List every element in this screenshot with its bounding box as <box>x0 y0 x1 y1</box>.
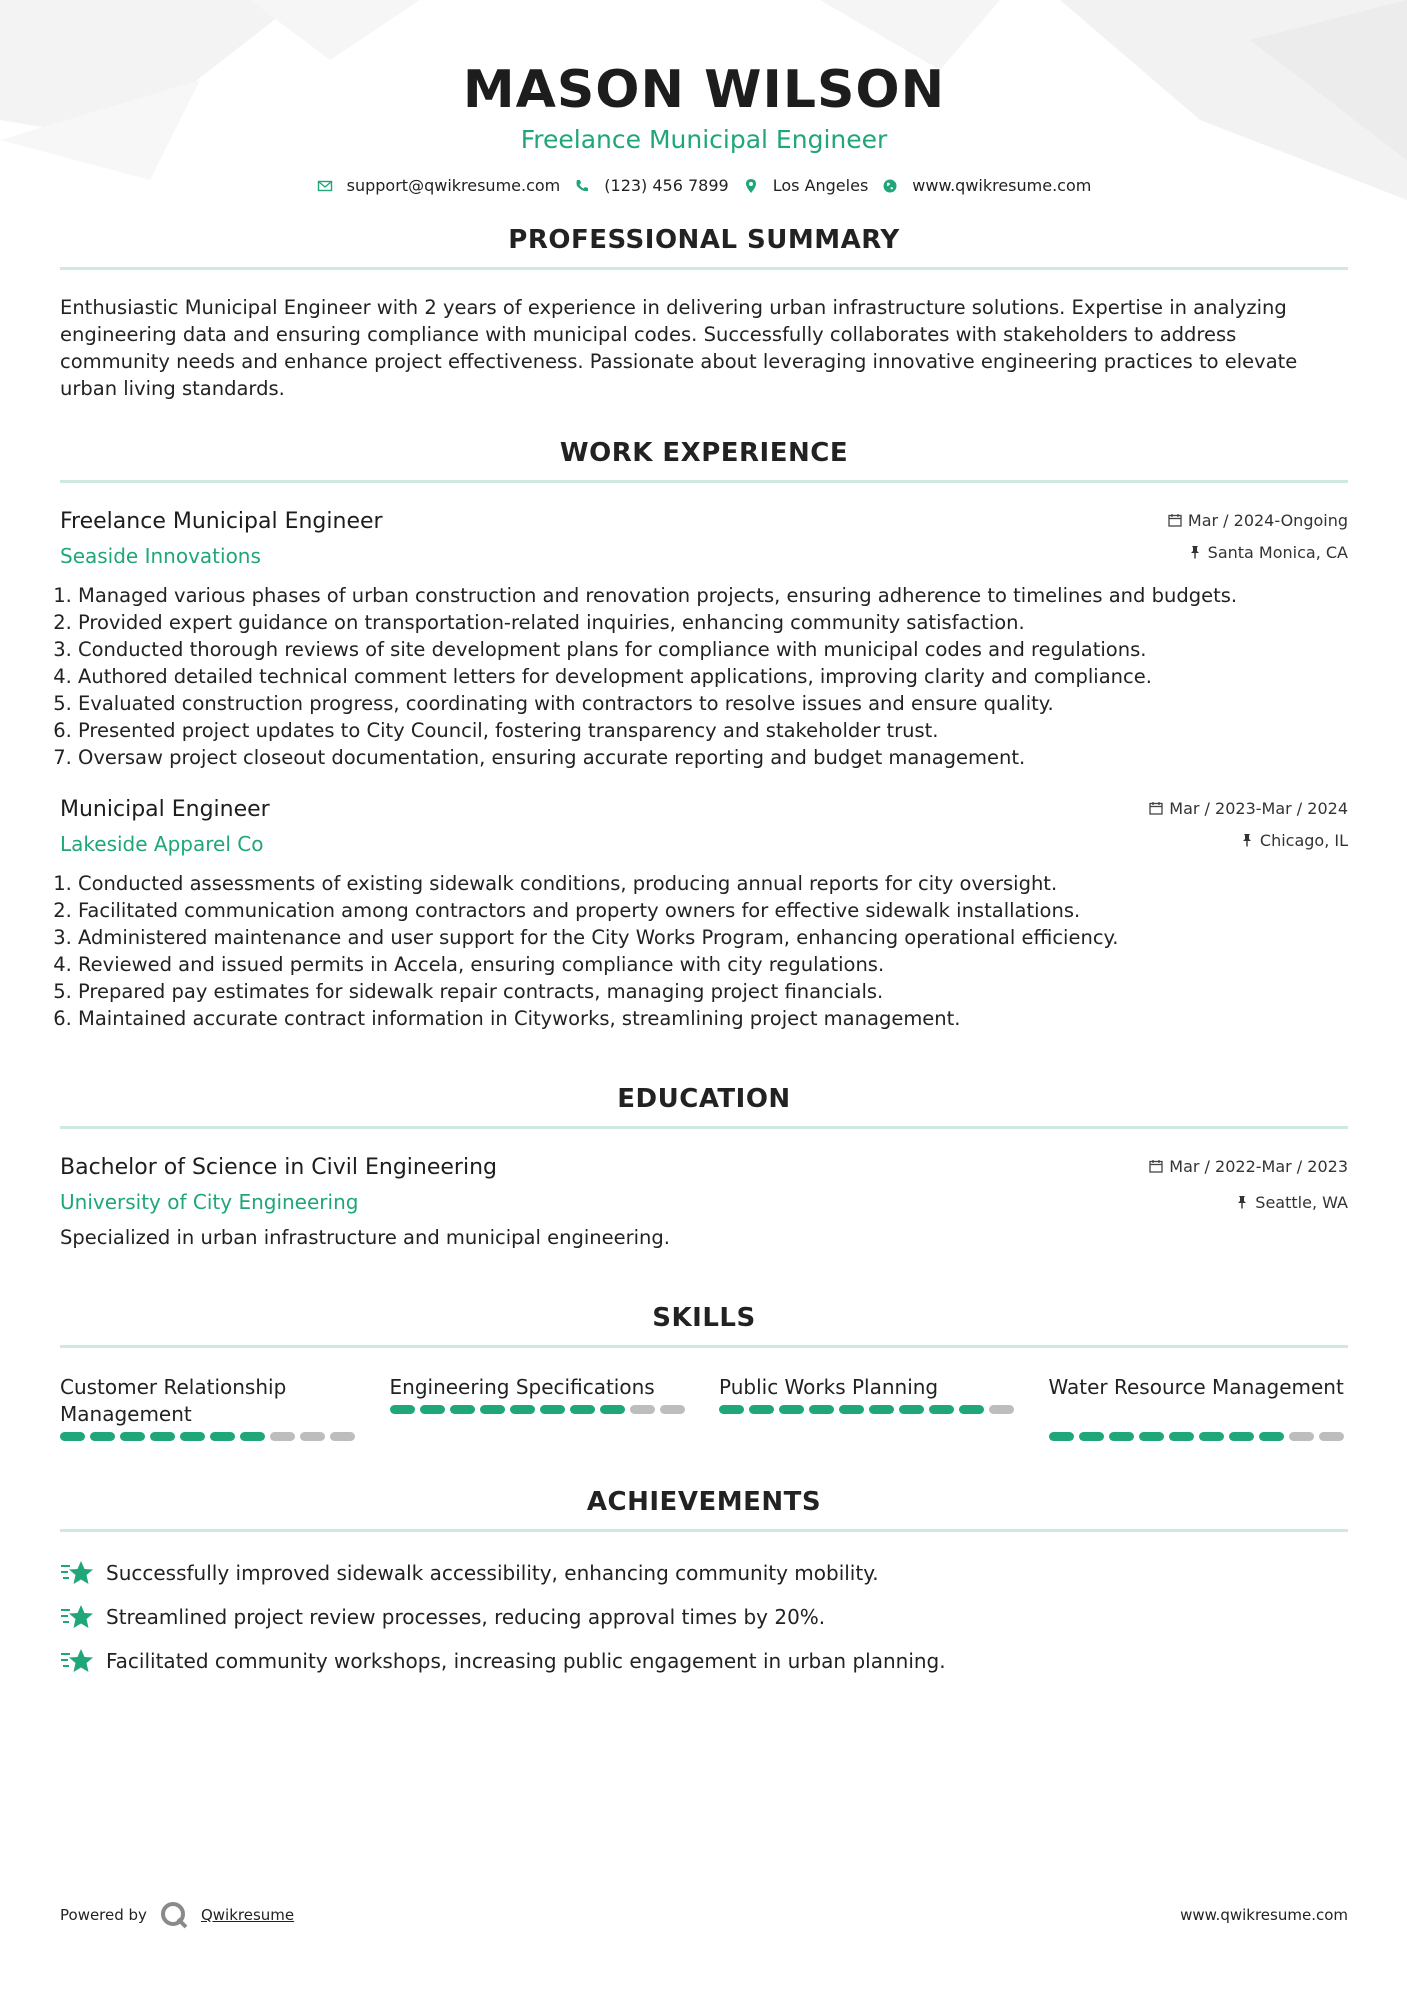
powered-by <box>60 1900 294 1930</box>
achievements-section <box>60 1487 1348 1676</box>
list-item: 5. Prepared pay estimates for sidewalk repair contracts, managing project financials. <box>78 978 1348 1005</box>
skill-level-dot <box>390 1405 415 1414</box>
skill-level-meter <box>60 1432 360 1441</box>
map-pin-icon <box>743 178 759 194</box>
list-item: 3. Administered maintenance and user support for the City Works Program, enhancing operational efficiency. <box>78 924 1348 951</box>
skill-item <box>719 1374 1019 1441</box>
list-item: 2. Provided expert guidance on transportation-related inquiries, enhancing community satisfaction. <box>78 609 1348 636</box>
summary-title: PROFESSIONAL SUMMARY <box>60 225 1348 270</box>
calendar-icon <box>1149 1159 1163 1173</box>
page-footer <box>60 1900 1348 1930</box>
qwikresume-logo-icon <box>159 1900 189 1930</box>
skill-level-dot <box>719 1405 744 1414</box>
skill-level-dot <box>450 1405 475 1414</box>
skill-item <box>390 1374 690 1441</box>
skill-level-dot <box>90 1432 115 1441</box>
skill-level-dot <box>779 1405 804 1414</box>
skill-level-dot <box>330 1432 355 1441</box>
skill-level-dot <box>1229 1432 1254 1441</box>
education-section <box>60 1084 1348 1251</box>
skill-level-dot <box>630 1405 655 1414</box>
contact-phone[interactable] <box>574 176 728 195</box>
skills-title: SKILLS <box>60 1303 1348 1348</box>
list-item: 1. Conducted assessments of existing sidewalk conditions, producing annual reports for city oversight. <box>78 870 1348 897</box>
skill-level-dot <box>570 1405 595 1414</box>
summary-section <box>60 225 1348 402</box>
list-item: 5. Evaluated construction progress, coordinating with contractors to resolve issues and ensure quality. <box>78 690 1348 717</box>
contact-website[interactable] <box>882 176 1091 195</box>
skill-level-dot <box>150 1432 175 1441</box>
resume-header <box>60 0 1348 195</box>
skill-level-dot <box>989 1405 1014 1414</box>
education-date: Mar / 2022-Mar / 2023 <box>1169 1156 1348 1176</box>
powered-by-label: Powered by <box>60 1906 147 1924</box>
skill-item <box>60 1374 360 1441</box>
skill-level-dot <box>600 1405 625 1414</box>
skill-level-dot <box>480 1405 505 1414</box>
skill-level-dot <box>869 1405 894 1414</box>
contact-phone-text: (123) 456 7899 <box>604 176 729 195</box>
candidate-name: MASON WILSON <box>462 60 946 120</box>
contact-location <box>743 176 869 195</box>
skill-level-dot <box>540 1405 565 1414</box>
list-item: 4. Authored detailed technical comment letters for development applications, improving clarity and compliance. <box>78 663 1348 690</box>
skill-level-dot <box>270 1432 295 1441</box>
candidate-role: Freelance Municipal Engineer <box>520 125 888 154</box>
skill-level-dot <box>1079 1432 1104 1441</box>
achievement-text: Successfully improved sidewalk accessibility, enhancing community mobility. <box>106 1561 879 1585</box>
skill-level-dot <box>240 1432 265 1441</box>
skill-level-dot <box>839 1405 864 1414</box>
skill-level-dot <box>660 1405 685 1414</box>
achievement-text: Streamlined project review processes, reducing approval times by 20%. <box>106 1605 826 1629</box>
skill-level-dot <box>180 1432 205 1441</box>
skill-level-dot <box>60 1432 85 1441</box>
achievement-text: Facilitated community workshops, increasing public engagement in urban planning. <box>106 1649 946 1673</box>
experience-section <box>60 438 1348 1032</box>
pushpin-icon <box>1240 833 1254 847</box>
calendar-icon <box>1149 801 1163 815</box>
job-entry <box>60 797 1348 1032</box>
job-entry <box>60 509 1348 771</box>
star-icon <box>60 1603 94 1631</box>
experience-title: WORK EXPERIENCE <box>60 438 1348 483</box>
list-item: 3. Conducted thorough reviews of site development plans for compliance with municipal codes and regulations. <box>78 636 1348 663</box>
job-bullets <box>60 870 1348 1032</box>
phone-icon <box>574 178 590 194</box>
star-icon <box>60 1559 94 1587</box>
degree-title: Bachelor of Science in Civil Engineering <box>60 1155 497 1180</box>
qwikresume-link[interactable]: Qwikresume <box>200 1906 295 1924</box>
achievement-item <box>60 1602 1348 1632</box>
skill-level-dot <box>929 1405 954 1414</box>
skill-level-dot <box>899 1405 924 1414</box>
skill-name: Public Works Planning <box>719 1375 939 1399</box>
skill-level-dot <box>1259 1432 1284 1441</box>
skills-list <box>60 1374 1348 1441</box>
list-item: 1. Managed various phases of urban construction and renovation projects, ensuring adherence to timelines and budgets. <box>78 582 1348 609</box>
skill-level-dot <box>1139 1432 1164 1441</box>
skill-level-dot <box>959 1405 984 1414</box>
envelope-icon <box>317 178 333 194</box>
skill-name: Engineering Specifications <box>389 1375 655 1399</box>
education-title: EDUCATION <box>60 1084 1348 1129</box>
skill-level-meter <box>390 1405 690 1414</box>
skill-level-dot <box>120 1432 145 1441</box>
skill-level-dot <box>809 1405 834 1414</box>
list-item: 4. Reviewed and issued permits in Accela, ensuring compliance with city regulations. <box>78 951 1348 978</box>
skills-section <box>60 1303 1348 1441</box>
summary-text: Enthusiastic Municipal Engineer with 2 years of experience in delivering urban infrastructure solutions. Expertise in analyzing engineering data and ensuring compliance with municipal codes. Successfully collaborates with stakeholders to address community needs and enhance project effectiveness. Passionate about leveraging innovative engineering practices to elevate urban living standards. <box>60 296 1298 400</box>
footer-website-link[interactable]: www.qwikresume.com <box>1180 1906 1348 1924</box>
achievements-list <box>60 1558 1348 1676</box>
skill-level-dot <box>300 1432 325 1441</box>
skill-level-dot <box>1049 1432 1074 1441</box>
job-company: Seaside Innovations <box>60 544 261 568</box>
achievements-title: ACHIEVEMENTS <box>60 1487 1348 1532</box>
contact-email-text: support@qwikresume.com <box>346 176 561 195</box>
skill-level-dot <box>420 1405 445 1414</box>
skill-level-dot <box>1289 1432 1314 1441</box>
list-item: 7. Oversaw project closeout documentation, ensuring accurate reporting and budget management. <box>78 744 1348 771</box>
skill-level-meter <box>1049 1432 1349 1441</box>
contact-email[interactable] <box>317 176 561 195</box>
skill-level-dot <box>1109 1432 1134 1441</box>
job-date: Mar / 2024-Ongoing <box>1187 510 1348 530</box>
job-company: Lakeside Apparel Co <box>60 832 264 856</box>
calendar-icon <box>1168 513 1182 527</box>
education-location: Seattle, WA <box>1255 1192 1348 1212</box>
contact-bar <box>60 176 1348 195</box>
skill-level-dot <box>749 1405 774 1414</box>
list-item: 2. Facilitated communication among contractors and property owners for effective sidewalk installations. <box>78 897 1348 924</box>
skill-name: Customer Relationship Management <box>60 1375 287 1426</box>
contact-website-text: www.qwikresume.com <box>912 176 1092 195</box>
education-entry <box>60 1155 1348 1251</box>
skill-level-meter <box>719 1405 1019 1414</box>
globe-icon <box>882 178 898 194</box>
pushpin-icon <box>1188 545 1202 559</box>
achievement-item <box>60 1558 1348 1588</box>
job-title: Municipal Engineer <box>60 797 270 822</box>
resume-page <box>60 0 1348 1690</box>
skill-item <box>1049 1374 1349 1441</box>
list-item: 6. Maintained accurate contract information in Cityworks, streamlining project management. <box>78 1005 1348 1032</box>
skill-level-dot <box>510 1405 535 1414</box>
skill-level-dot <box>1169 1432 1194 1441</box>
job-date: Mar / 2023-Mar / 2024 <box>1169 798 1348 818</box>
achievement-item <box>60 1646 1348 1676</box>
education-description: Specialized in urban infrastructure and municipal engineering. <box>60 1226 670 1249</box>
skill-level-dot <box>210 1432 235 1441</box>
school-name: University of City Engineering <box>60 1190 359 1214</box>
star-icon <box>60 1647 94 1675</box>
job-title: Freelance Municipal Engineer <box>60 509 383 534</box>
job-bullets <box>60 582 1348 771</box>
job-location: Santa Monica, CA <box>1207 542 1348 562</box>
skill-level-dot <box>1319 1432 1344 1441</box>
contact-location-text: Los Angeles <box>772 176 869 195</box>
pushpin-icon <box>1235 1195 1249 1209</box>
skill-level-dot <box>1199 1432 1224 1441</box>
skill-name: Water Resource Management <box>1048 1375 1344 1399</box>
list-item: 6. Presented project updates to City Council, fostering transparency and stakeholder trust. <box>78 717 1348 744</box>
job-location: Chicago, IL <box>1259 830 1348 850</box>
